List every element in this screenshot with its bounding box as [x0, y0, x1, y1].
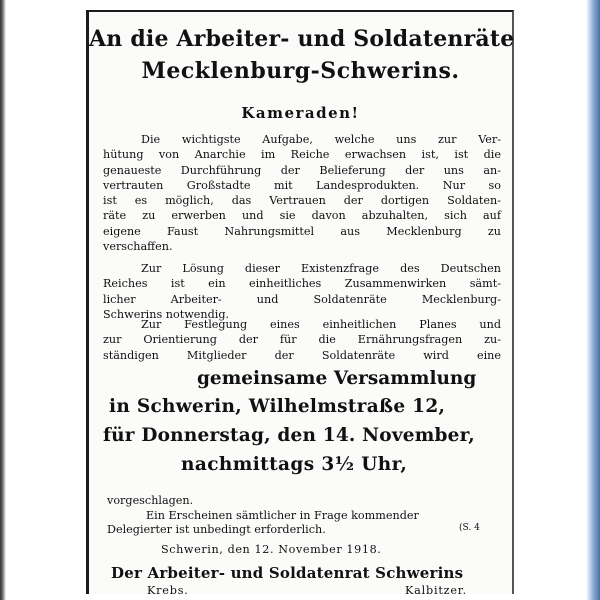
paragraph-1-line: hütung von Anarchie im Reiche erwachsen ist, ist die: [103, 148, 501, 162]
meeting-date: für Donnerstag, den 14. November,: [103, 425, 475, 446]
meeting-location: in Schwerin, Wilhelmstraße 12,: [109, 396, 446, 417]
paragraph-2-line: licher Arbeiter- und Soldatenräte Mecklenburg-: [103, 292, 501, 306]
signer-krebs: Krebs.: [147, 584, 189, 597]
paragraph-1-line: vertrauten Großstadte mit Landesprodukten. Nur so: [103, 178, 501, 192]
salutation: Kameraden!: [241, 104, 360, 122]
notice-title-line-2: Mecklenburg-Schwerins.: [141, 58, 460, 84]
meeting-heading: gemeinsame Versammlung: [197, 368, 477, 389]
paragraph-2-line: Schwerins notwendig.: [103, 307, 230, 321]
meeting-time: nachmittags 3½ Uhr,: [181, 454, 408, 475]
paragraph-1-line: ist es möglich, das Vertrauen der dortigen Soldaten-: [103, 194, 501, 208]
date-line: Schwerin, den 12. November 1918.: [161, 543, 382, 556]
scan-left-edge-shadow: [0, 0, 6, 600]
paragraph-1-line: genaueste Durchführung der Belieferung der uns an-: [103, 163, 501, 177]
paragraph-1: [103, 132, 501, 254]
proposed-text: vorgeschlagen.: [107, 494, 194, 507]
paragraph-2-line: Zur Lösung dieser Existenzfrage des Deutschen: [141, 262, 501, 275]
paragraph-1-line: verschaffen.: [103, 240, 173, 254]
newspaper-notice: [86, 10, 515, 597]
notice-title-line-1: An die Arbeiter- und Soldatenräte: [89, 26, 515, 52]
signer-kalbitzer: Kalbitzer.: [405, 584, 468, 597]
signature-council: Der Arbeiter- und Soldatenrat Schwerins: [111, 564, 464, 582]
reference-mark: (S. 4: [459, 523, 480, 533]
paragraph-3-line: Zur Festlegung eines einheitlichen Planes und: [141, 318, 501, 331]
paragraph-3-line: zur Orientierung der für die Ernährungsfragen zu-: [103, 333, 501, 347]
paragraph-1-line: räte zu erwerben und sie davon abzuhalten, sich auf: [103, 209, 501, 223]
paragraph-3-line: ständigen Mitglieder der Soldatenräte wird eine: [103, 348, 501, 362]
paragraph-1-line: eigene Faust Nahrungsmittel aus Mecklenburg zu: [103, 224, 501, 238]
scan-right-edge-shadow: [586, 0, 600, 600]
attendance-line-1: Ein Erscheinen sämtlicher in Frage kommender: [146, 509, 419, 522]
paragraph-2: [103, 261, 501, 322]
paragraph-3: [103, 317, 501, 363]
attendance-line-2: Delegierter ist unbedingt erforderlich.: [107, 523, 326, 536]
paragraph-1-line: Die wichtigste Aufgabe, welche uns zur Ver-: [141, 133, 501, 146]
paragraph-2-line: Reiches ist ein einheitliches Zusammenwirken sämt-: [103, 277, 501, 291]
